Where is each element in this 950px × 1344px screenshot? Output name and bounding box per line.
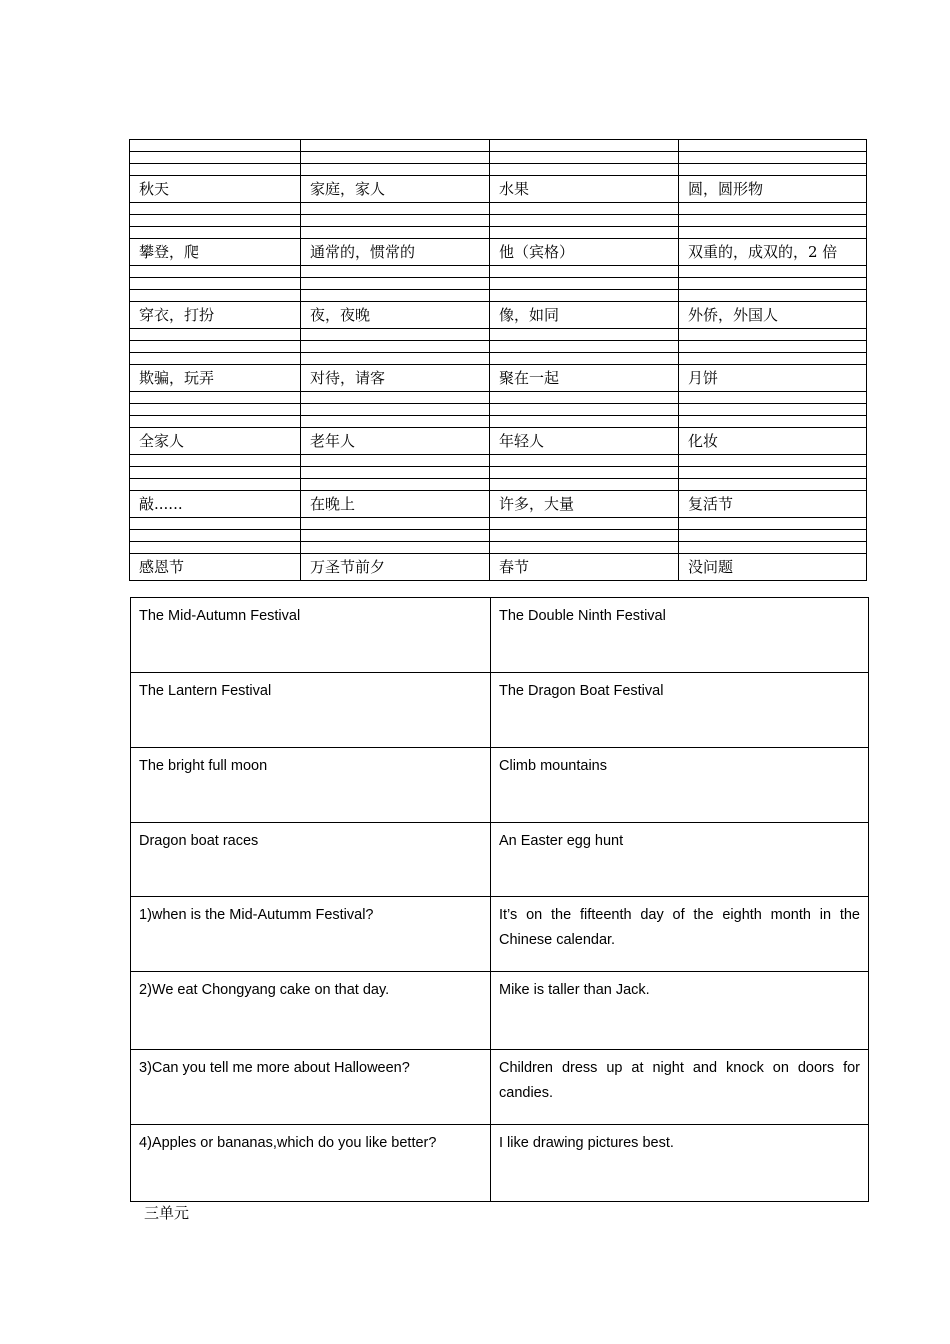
vocab-blank-row — [130, 467, 867, 479]
vocab-cell — [301, 152, 490, 164]
vocab-cell: 像，如同 — [490, 302, 679, 329]
sentence-cell-left: 3)Can you tell me more about Halloween? — [131, 1050, 491, 1125]
sentence-cell-right: An Easter egg hunt — [491, 823, 869, 897]
vocab-blank-row — [130, 530, 867, 542]
vocab-row — [130, 302, 867, 329]
vocab-blank-row — [130, 353, 867, 365]
vocab-cell — [130, 152, 301, 164]
vocab-cell — [301, 518, 490, 530]
vocab-blank-row — [130, 542, 867, 554]
vocab-cell — [490, 467, 679, 479]
vocab-row — [130, 239, 867, 266]
vocab-cell — [490, 203, 679, 215]
vocab-cell: 家庭，家人 — [301, 176, 490, 203]
vocab-row — [130, 554, 867, 581]
vocab-cell: 老年人 — [301, 428, 490, 455]
vocab-row — [130, 176, 867, 203]
vocab-cell — [490, 215, 679, 227]
vocab-cell: 月饼 — [679, 365, 867, 392]
vocab-blank-row — [130, 152, 867, 164]
vocab-cell — [679, 341, 867, 353]
vocab-blank-row — [130, 266, 867, 278]
vocab-cell — [679, 416, 867, 428]
vocab-row — [130, 365, 867, 392]
vocab-cell — [130, 140, 301, 152]
vocab-cell — [301, 215, 490, 227]
vocab-cell — [490, 542, 679, 554]
vocab-cell: 圆，圆形物 — [679, 176, 867, 203]
vocab-cell — [490, 278, 679, 290]
sentence-cell-right: Climb mountains — [491, 748, 869, 823]
vocab-cell: 夜，夜晚 — [301, 302, 490, 329]
vocab-cell: 攀登，爬 — [130, 239, 301, 266]
vocab-cell: 没问题 — [679, 554, 867, 581]
vocab-cell: 秋天 — [130, 176, 301, 203]
unit-label: 三单元 — [144, 1204, 190, 1222]
vocab-blank-row — [130, 215, 867, 227]
sentence-table — [130, 597, 869, 1202]
vocab-cell — [301, 542, 490, 554]
vocab-cell — [301, 203, 490, 215]
vocab-cell — [301, 392, 490, 404]
vocab-cell — [130, 164, 301, 176]
vocab-blank-row — [130, 479, 867, 491]
vocab-cell — [679, 542, 867, 554]
vocab-cell — [679, 455, 867, 467]
vocab-cell — [679, 392, 867, 404]
vocab-cell — [301, 467, 490, 479]
vocab-cell — [490, 227, 679, 239]
vocab-cell — [490, 404, 679, 416]
vocab-cell — [679, 353, 867, 365]
vocab-row — [130, 428, 867, 455]
vocab-cell — [679, 467, 867, 479]
vocab-cell — [490, 455, 679, 467]
vocab-cell — [490, 266, 679, 278]
vocab-cell — [490, 140, 679, 152]
vocab-cell — [130, 392, 301, 404]
vocab-blank-row — [130, 455, 867, 467]
vocab-cell — [130, 341, 301, 353]
sentence-cell-left: The bright full moon — [131, 748, 491, 823]
vocab-cell — [679, 227, 867, 239]
vocab-cell — [490, 530, 679, 542]
sentence-row — [131, 598, 869, 673]
vocab-cell — [490, 392, 679, 404]
vocab-cell: 敲...... — [130, 491, 301, 518]
sentence-cell-right: Children dress up at night and knock on doors for candies. — [491, 1050, 869, 1125]
vocab-cell — [130, 278, 301, 290]
vocab-cell — [301, 227, 490, 239]
vocab-blank-row — [130, 341, 867, 353]
vocab-cell — [490, 152, 679, 164]
vocab-cell: 在晚上 — [301, 491, 490, 518]
vocab-cell — [130, 353, 301, 365]
vocab-blank-row — [130, 329, 867, 341]
vocab-cell — [301, 530, 490, 542]
sentence-cell-left: The Lantern Festival — [131, 673, 491, 748]
vocab-table — [129, 139, 867, 581]
vocab-cell — [130, 203, 301, 215]
vocab-cell — [130, 467, 301, 479]
vocab-cell — [679, 152, 867, 164]
vocab-cell — [490, 518, 679, 530]
vocab-cell: 感恩节 — [130, 554, 301, 581]
vocab-cell — [130, 416, 301, 428]
vocab-blank-row — [130, 164, 867, 176]
vocab-blank-row — [130, 290, 867, 302]
sentence-cell-left: Dragon boat races — [131, 823, 491, 897]
vocab-cell — [679, 290, 867, 302]
vocab-cell — [301, 479, 490, 491]
vocab-cell: 穿衣，打扮 — [130, 302, 301, 329]
vocab-cell — [490, 290, 679, 302]
vocab-cell: 外侨，外国人 — [679, 302, 867, 329]
vocab-cell — [490, 341, 679, 353]
vocab-blank-row — [130, 227, 867, 239]
sentence-row — [131, 972, 869, 1050]
vocab-cell: 许多，大量 — [490, 491, 679, 518]
vocab-cell — [679, 404, 867, 416]
vocab-cell — [490, 416, 679, 428]
vocab-cell: 通常的，惯常的 — [301, 239, 490, 266]
vocab-cell — [490, 329, 679, 341]
vocab-cell — [301, 290, 490, 302]
vocab-blank-row — [130, 203, 867, 215]
vocab-cell — [130, 518, 301, 530]
vocab-cell: 聚在一起 — [490, 365, 679, 392]
vocab-cell — [301, 164, 490, 176]
vocab-cell — [679, 530, 867, 542]
sentence-cell-left: 1)when is the Mid-Autumm Festival? — [131, 897, 491, 972]
vocab-cell: 水果 — [490, 176, 679, 203]
sentence-cell-right: It’s on the fifteenth day of the eighth month in the Chinese calendar. — [491, 897, 869, 972]
vocab-cell — [130, 404, 301, 416]
vocab-cell — [301, 455, 490, 467]
sentence-cell-left: 2)We eat Chongyang cake on that day. — [131, 972, 491, 1050]
vocab-cell — [679, 518, 867, 530]
vocab-cell — [130, 530, 301, 542]
vocab-cell — [490, 479, 679, 491]
vocab-blank-row — [130, 518, 867, 530]
vocab-blank-row — [130, 278, 867, 290]
sentence-cell-left: The Mid-Autumn Festival — [131, 598, 491, 673]
vocab-row — [130, 491, 867, 518]
sentence-row — [131, 1125, 869, 1202]
vocab-cell — [130, 290, 301, 302]
vocab-cell — [130, 329, 301, 341]
vocab-cell — [490, 164, 679, 176]
vocab-blank-row — [130, 140, 867, 152]
vocab-cell — [130, 266, 301, 278]
vocab-cell — [679, 266, 867, 278]
vocab-cell — [301, 404, 490, 416]
vocab-blank-row — [130, 392, 867, 404]
sentence-row — [131, 748, 869, 823]
vocab-blank-row — [130, 416, 867, 428]
sentence-cell-left: 4)Apples or bananas,which do you like better? — [131, 1125, 491, 1202]
vocab-cell — [130, 455, 301, 467]
sentence-cell-right: The Double Ninth Festival — [491, 598, 869, 673]
vocab-cell — [130, 227, 301, 239]
vocab-cell — [679, 164, 867, 176]
vocab-cell: 双重的，成双的，2 倍 — [679, 239, 867, 266]
sentence-cell-right: Mike is taller than Jack. — [491, 972, 869, 1050]
vocab-cell: 全家人 — [130, 428, 301, 455]
sentence-row — [131, 673, 869, 748]
vocab-cell — [130, 215, 301, 227]
vocab-cell — [130, 542, 301, 554]
vocab-cell — [301, 140, 490, 152]
vocab-cell: 欺骗，玩弄 — [130, 365, 301, 392]
sentence-cell-right: I like drawing pictures best. — [491, 1125, 869, 1202]
vocab-cell: 万圣节前夕 — [301, 554, 490, 581]
vocab-cell — [130, 479, 301, 491]
vocab-cell — [679, 140, 867, 152]
vocab-cell — [301, 266, 490, 278]
vocab-cell — [679, 329, 867, 341]
vocab-cell: 他（宾格） — [490, 239, 679, 266]
vocab-cell: 年轻人 — [490, 428, 679, 455]
vocab-blank-row — [130, 404, 867, 416]
vocab-cell: 化妆 — [679, 428, 867, 455]
vocab-cell: 对待，请客 — [301, 365, 490, 392]
sentence-row — [131, 823, 869, 897]
sentence-row — [131, 897, 869, 972]
vocab-cell: 复活节 — [679, 491, 867, 518]
vocab-cell — [301, 329, 490, 341]
sentence-cell-right: The Dragon Boat Festival — [491, 673, 869, 748]
vocab-cell — [679, 215, 867, 227]
vocab-cell — [301, 341, 490, 353]
sentence-row — [131, 1050, 869, 1125]
vocab-cell — [301, 278, 490, 290]
vocab-cell — [301, 353, 490, 365]
vocab-cell: 春节 — [490, 554, 679, 581]
vocab-cell — [301, 416, 490, 428]
vocab-cell — [679, 278, 867, 290]
vocab-cell — [679, 203, 867, 215]
vocab-cell — [490, 353, 679, 365]
vocab-cell — [679, 479, 867, 491]
